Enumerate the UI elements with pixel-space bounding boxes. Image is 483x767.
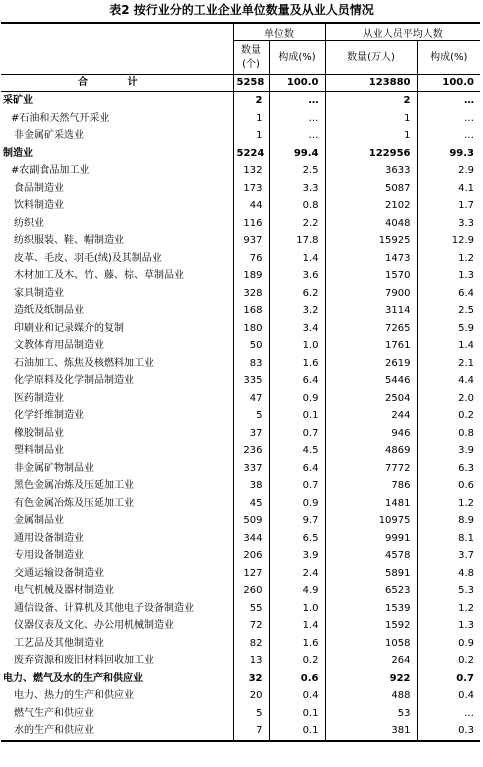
emp-pct: 1.4 — [417, 337, 480, 355]
emp-count: 786 — [325, 477, 417, 495]
industry-name: 医药制造业 — [14, 392, 64, 404]
emp-pct: 5.9 — [417, 320, 480, 338]
emp-pct: 8.9 — [417, 512, 480, 530]
units-count: 132 — [233, 162, 269, 180]
units-pct: 4.9 — [269, 582, 325, 600]
emp-pct: 12.9 — [417, 232, 480, 250]
emp-count: 2102 — [325, 197, 417, 215]
emp-pct: 1.2 — [417, 250, 480, 268]
units-count: 50 — [233, 337, 269, 355]
units-count: 72 — [233, 617, 269, 635]
units-pct: 2.5 — [269, 162, 325, 180]
units-pct: 1.6 — [269, 635, 325, 653]
emp-pct: 3.9 — [417, 442, 480, 460]
table-row — [1, 652, 480, 670]
emp-count: 2619 — [325, 355, 417, 373]
header-group-employees: 从业人员平均人数 — [325, 23, 480, 41]
industry-name: 电气机械及器材制造业 — [14, 585, 114, 596]
units-pct: 1.0 — [269, 600, 325, 618]
units-pct: 6.5 — [269, 530, 325, 548]
emp-pct: 0.9 — [417, 635, 480, 653]
emp-count: 5446 — [325, 372, 417, 390]
table-row — [1, 92, 480, 110]
table-row — [1, 372, 480, 390]
emp-count: 3633 — [325, 162, 417, 180]
table-row — [1, 722, 480, 741]
units-count: 45 — [233, 495, 269, 513]
industry-name: 电力、燃气及水的生产和供应业 — [3, 672, 143, 684]
units-pct: 0.1 — [269, 407, 325, 425]
units-count: 55 — [233, 600, 269, 618]
industry-name: 皮革、毛皮、羽毛(绒)及其制品业 — [14, 252, 162, 264]
total-units-pct: 100.0 — [269, 75, 325, 92]
total-row — [1, 75, 480, 92]
table-row — [1, 127, 480, 145]
units-count: 83 — [233, 355, 269, 373]
units-count: 82 — [233, 635, 269, 653]
units-count: 509 — [233, 512, 269, 530]
industry-name: 仪器仪表及文化、办公用机械制造业 — [14, 620, 174, 631]
units-pct: 1.4 — [269, 617, 325, 635]
emp-count: 15925 — [325, 232, 417, 250]
header-emp-pct: 构成(%) — [417, 41, 480, 75]
emp-pct: … — [417, 110, 480, 128]
emp-pct: 1.7 — [417, 197, 480, 215]
units-count: 13 — [233, 652, 269, 670]
emp-pct: 4.1 — [417, 180, 480, 198]
emp-count: 1570 — [325, 267, 417, 285]
units-count: 260 — [233, 582, 269, 600]
emp-count: 1481 — [325, 495, 417, 513]
units-pct: 3.3 — [269, 180, 325, 198]
industry-name: 非金属矿采选业 — [14, 130, 84, 141]
industry-name: 有色金属冶炼及压延加工业 — [14, 497, 134, 509]
emp-count: 122956 — [325, 145, 417, 163]
emp-pct: 2.0 — [417, 390, 480, 408]
table-title: 表2 按行业分的工业企业单位数量及从业人员情况 — [109, 3, 374, 17]
units-count: 1 — [233, 110, 269, 128]
industry-name: 金属制品业 — [14, 515, 64, 526]
units-count: 76 — [233, 250, 269, 268]
units-count: 937 — [233, 232, 269, 250]
total-emp: 123880 — [325, 75, 417, 92]
emp-pct: … — [417, 705, 480, 723]
industry-name: 通用设备制造业 — [14, 532, 84, 544]
units-pct: 3.2 — [269, 302, 325, 320]
industry-name: 黑色金属冶炼及压延加工业 — [14, 480, 134, 491]
table-row — [1, 495, 480, 513]
emp-count: 2 — [325, 92, 417, 110]
units-pct: 2.2 — [269, 215, 325, 233]
industry-name: 燃气生产和供应业 — [14, 707, 94, 719]
industry-name: 工艺品及其他制造业 — [14, 637, 104, 649]
industry-name: 印刷业和记录媒介的复制 — [14, 322, 124, 334]
table-row — [1, 635, 480, 653]
units-pct: 0.7 — [269, 477, 325, 495]
industry-name: 化学纤维制造业 — [14, 410, 84, 421]
total-emp-pct: 100.0 — [417, 75, 480, 92]
units-count: 5 — [233, 407, 269, 425]
table-row — [1, 285, 480, 303]
header-emp-count: 数量(万人) — [325, 41, 417, 75]
emp-pct: 3.7 — [417, 547, 480, 565]
emp-count: 381 — [325, 722, 417, 741]
industry-name: 纺织业 — [14, 217, 44, 229]
emp-count: 1592 — [325, 617, 417, 635]
units-pct: 0.9 — [269, 495, 325, 513]
table-row — [1, 582, 480, 600]
units-count: 2 — [233, 92, 269, 110]
emp-pct: 0.2 — [417, 652, 480, 670]
emp-count: 946 — [325, 425, 417, 443]
emp-count: 2504 — [325, 390, 417, 408]
table-row — [1, 670, 480, 688]
emp-pct: 1.2 — [417, 600, 480, 618]
industry-name: 造纸及纸制品业 — [14, 305, 84, 316]
table-row — [1, 337, 480, 355]
units-count: 335 — [233, 372, 269, 390]
units-count: 236 — [233, 442, 269, 460]
table-row — [1, 442, 480, 460]
emp-pct: 1.3 — [417, 617, 480, 635]
table-body — [1, 75, 480, 741]
header-units-count: 数量 (个) — [233, 41, 269, 75]
units-pct: 3.4 — [269, 320, 325, 338]
emp-count: 10975 — [325, 512, 417, 530]
emp-pct: 2.5 — [417, 302, 480, 320]
emp-pct: 1.2 — [417, 495, 480, 513]
units-pct: 3.6 — [269, 267, 325, 285]
units-count: 1 — [233, 127, 269, 145]
emp-count: 6523 — [325, 582, 417, 600]
units-pct: 17.8 — [269, 232, 325, 250]
table-row — [1, 460, 480, 478]
table-header — [1, 23, 480, 75]
table-row — [1, 162, 480, 180]
table-row — [1, 547, 480, 565]
industry-name: #农副食品加工业 — [11, 165, 90, 176]
industry-name: 通信设备、计算机及其他电子设备制造业 — [14, 602, 194, 614]
table-row — [1, 512, 480, 530]
industry-name: 纺织服装、鞋、帽制造业 — [14, 235, 124, 246]
units-pct: 0.6 — [269, 670, 325, 688]
table-row — [1, 355, 480, 373]
industry-name: 家具制造业 — [14, 287, 64, 299]
emp-pct: 0.2 — [417, 407, 480, 425]
emp-pct: 4.4 — [417, 372, 480, 390]
units-count: 32 — [233, 670, 269, 688]
emp-count: 1058 — [325, 635, 417, 653]
emp-pct: 99.3 — [417, 145, 480, 163]
units-pct: 0.1 — [269, 722, 325, 741]
industry-name: 石油加工、炼焦及核燃料加工业 — [14, 357, 154, 369]
units-pct: 0.2 — [269, 652, 325, 670]
industry-name: 交通运输设备制造业 — [14, 567, 104, 579]
industry-name: 文教体育用品制造业 — [14, 340, 104, 351]
table-row — [1, 232, 480, 250]
emp-count: 244 — [325, 407, 417, 425]
emp-pct: 6.4 — [417, 285, 480, 303]
units-pct: 0.8 — [269, 197, 325, 215]
emp-count: 4869 — [325, 442, 417, 460]
units-count: 180 — [233, 320, 269, 338]
emp-count: 9991 — [325, 530, 417, 548]
units-pct: … — [269, 127, 325, 145]
table-row — [1, 145, 480, 163]
emp-pct: 2.1 — [417, 355, 480, 373]
units-count: 37 — [233, 425, 269, 443]
header-units-pct: 构成(%) — [269, 41, 325, 75]
table-row — [1, 180, 480, 198]
industry-name: 采矿业 — [3, 95, 33, 106]
emp-pct: 0.7 — [417, 670, 480, 688]
industry-table — [1, 22, 480, 742]
units-count: 7 — [233, 722, 269, 741]
table-row — [1, 302, 480, 320]
units-count: 337 — [233, 460, 269, 478]
units-count: 44 — [233, 197, 269, 215]
table-row — [1, 390, 480, 408]
emp-pct: … — [417, 92, 480, 110]
header-industry-blank — [1, 23, 233, 75]
units-count: 344 — [233, 530, 269, 548]
industry-name: 专用设备制造业 — [14, 550, 84, 561]
total-label: 合 计 — [1, 75, 233, 92]
table-row — [1, 320, 480, 338]
units-count: 127 — [233, 565, 269, 583]
emp-pct: 0.3 — [417, 722, 480, 741]
units-count: 173 — [233, 180, 269, 198]
industry-name: 废弃资源和废旧材料回收加工业 — [14, 655, 154, 666]
units-pct: 0.9 — [269, 390, 325, 408]
total-units: 5258 — [233, 75, 269, 92]
emp-count: 1 — [325, 110, 417, 128]
emp-count: 7900 — [325, 285, 417, 303]
units-count: 328 — [233, 285, 269, 303]
emp-pct: 4.8 — [417, 565, 480, 583]
industry-name: 非金属矿物制品业 — [14, 462, 94, 474]
industry-name: 木材加工及木、竹、藤、棕、草制品业 — [14, 270, 184, 281]
industry-name: 水的生产和供应业 — [14, 725, 94, 736]
units-count: 5 — [233, 705, 269, 723]
emp-count: 4048 — [325, 215, 417, 233]
industry-name: #石油和天然气开采业 — [11, 112, 110, 124]
emp-count: 3114 — [325, 302, 417, 320]
units-pct: … — [269, 110, 325, 128]
header-group-units: 单位数 — [233, 23, 325, 41]
table-row — [1, 267, 480, 285]
units-count: 47 — [233, 390, 269, 408]
units-pct: … — [269, 92, 325, 110]
emp-pct: 2.9 — [417, 162, 480, 180]
units-count: 168 — [233, 302, 269, 320]
units-pct: 0.4 — [269, 687, 325, 705]
emp-pct: 0.6 — [417, 477, 480, 495]
emp-pct: … — [417, 127, 480, 145]
table-row — [1, 425, 480, 443]
emp-count: 7265 — [325, 320, 417, 338]
emp-pct: 0.8 — [417, 425, 480, 443]
emp-pct: 5.3 — [417, 582, 480, 600]
table-row — [1, 407, 480, 425]
units-pct: 1.4 — [269, 250, 325, 268]
units-pct: 6.4 — [269, 372, 325, 390]
industry-name: 化学原料及化学制品制造业 — [14, 375, 134, 386]
emp-pct: 3.3 — [417, 215, 480, 233]
units-count: 206 — [233, 547, 269, 565]
table-row — [1, 705, 480, 723]
emp-count: 5891 — [325, 565, 417, 583]
industry-name: 制造业 — [3, 147, 33, 159]
emp-count: 1 — [325, 127, 417, 145]
emp-count: 4578 — [325, 547, 417, 565]
table-row — [1, 617, 480, 635]
emp-count: 5087 — [325, 180, 417, 198]
units-pct: 2.4 — [269, 565, 325, 583]
emp-count: 7772 — [325, 460, 417, 478]
emp-count: 1473 — [325, 250, 417, 268]
units-count: 116 — [233, 215, 269, 233]
units-pct: 4.5 — [269, 442, 325, 460]
industry-name: 电力、热力的生产和供应业 — [14, 690, 134, 701]
emp-count: 264 — [325, 652, 417, 670]
table-row — [1, 477, 480, 495]
units-count: 5224 — [233, 145, 269, 163]
units-count: 189 — [233, 267, 269, 285]
table-row — [1, 600, 480, 618]
emp-pct: 8.1 — [417, 530, 480, 548]
emp-pct: 0.4 — [417, 687, 480, 705]
units-pct: 0.7 — [269, 425, 325, 443]
table-row — [1, 250, 480, 268]
units-pct: 1.0 — [269, 337, 325, 355]
units-pct: 6.4 — [269, 460, 325, 478]
industry-name: 食品制造业 — [14, 182, 64, 194]
table-row — [1, 687, 480, 705]
industry-name: 饮料制造业 — [14, 200, 64, 211]
emp-count: 53 — [325, 705, 417, 723]
emp-count: 922 — [325, 670, 417, 688]
emp-pct: 1.3 — [417, 267, 480, 285]
emp-pct: 6.3 — [417, 460, 480, 478]
units-pct: 1.6 — [269, 355, 325, 373]
emp-count: 1539 — [325, 600, 417, 618]
units-pct: 0.1 — [269, 705, 325, 723]
industry-name: 橡胶制品业 — [14, 427, 64, 439]
table-row — [1, 110, 480, 128]
industry-name: 塑料制品业 — [14, 445, 64, 456]
table-row — [1, 565, 480, 583]
table-row — [1, 215, 480, 233]
units-pct: 99.4 — [269, 145, 325, 163]
units-pct: 6.2 — [269, 285, 325, 303]
units-pct: 9.7 — [269, 512, 325, 530]
emp-count: 488 — [325, 687, 417, 705]
table-row — [1, 197, 480, 215]
units-pct: 3.9 — [269, 547, 325, 565]
emp-count: 1761 — [325, 337, 417, 355]
units-count: 38 — [233, 477, 269, 495]
units-count: 20 — [233, 687, 269, 705]
table-row — [1, 530, 480, 548]
